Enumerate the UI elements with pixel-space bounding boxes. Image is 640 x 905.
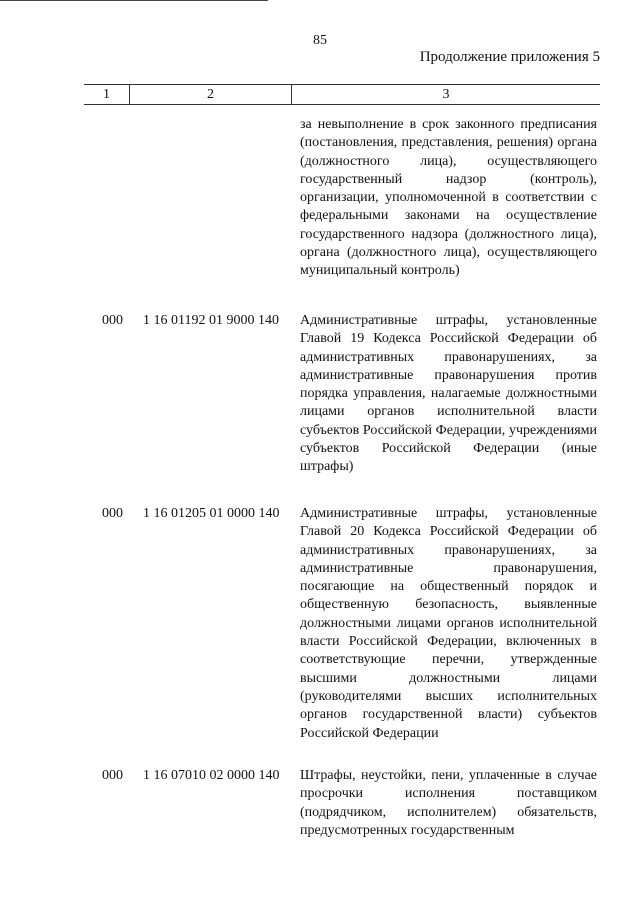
continuation-label: Продолжение приложения 5 [419, 49, 600, 65]
column-header-1: 1 [84, 85, 130, 104]
continued-description: за невыполнение в срок законного предписания (постановления, представления, решения) органа (должностного лица), осуществляющего государственный надзор (контроль), организации, уполномоченной в соответствии с федеральными законами на осуществление государственного надзора (должностного лица), органа (должностного лица), осуществляющего муниципальный контроль) [300, 117, 597, 279]
row-2-description: Административные штрафы, установленные Главой 20 Кодекса Российской Федерации об административных правонарушениях, за административные правонарушения, посягающие на общественный порядок и общественную безопасность, выявленные должностными лицами органов исполнительной власти Российской Федерации, включенных в соответствующие перечни, утвержденные высшими должностными лицами (руководителями высших исполнительных органов государственной власти) субъектов Российской Федерации [300, 506, 597, 741]
row-3-admin-code: 000 [102, 768, 123, 783]
column-header-3: 3 [442, 87, 450, 102]
top-rule [0, 0, 268, 1]
table-header-row [84, 84, 600, 105]
row-3-description: Штрафы, неустойки, пени, уплаченные в случае просрочки исполнения поставщиком (подрядчиком, исполнителем) обязательств, предусмотренных государственным [300, 768, 597, 838]
page-number: 85 [313, 33, 327, 48]
row-1-kbk-code: 1 16 01192 01 9000 140 [143, 313, 279, 328]
row-1-admin-code: 000 [102, 313, 123, 328]
row-1-description: Административные штрафы, установленные Главой 19 Кодекса Российской Федерации об административных правонарушениях, за административные правонарушения против порядка управления, налагаемые должностными лицами органов исполнительной власти субъектов Российской Федерации, учреждениями субъектов Российской Федерации (иные штрафы) [300, 313, 597, 475]
row-3-kbk-code: 1 16 07010 02 0000 140 [143, 768, 280, 783]
row-2-kbk-code: 1 16 01205 01 0000 140 [143, 506, 280, 521]
column-header-2: 2 [130, 85, 292, 104]
row-2-admin-code: 000 [102, 506, 123, 521]
